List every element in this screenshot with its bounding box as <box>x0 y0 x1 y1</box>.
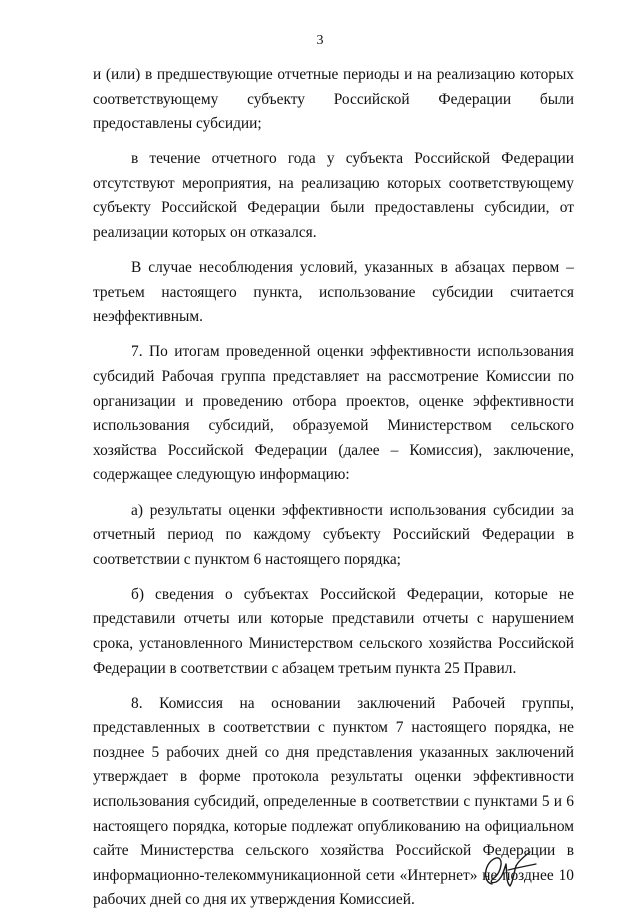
paragraph-continuation: и (или) в предшествующие отчетные периоды и на реализацию которых соответствующему субъекту Российской Федерации были предоставлены субсидии; <box>93 66 574 133</box>
paragraph-item-7b: б) сведения о субъектах Российской Федерации, которые не представили отчеты или которые представили отчеты с нарушением срока, установленного Министерством сельского хозяйства Российской Федерации в соответствии с абзацем третьим пункта 25 Правил. <box>93 585 574 677</box>
paragraph-noncompliance: В случае несоблюдения условий, указанных в абзацах первом – третьем настоящего пункта, использование субсидии считается неэффективным. <box>93 259 574 326</box>
paragraph-item-7a: а) результаты оценки эффективности использования субсидии за отчетный период по каждому субъекту Российский Федерации в соответствии с пунктом 6 настоящего порядка; <box>93 501 574 568</box>
paragraph-item-7: 7. По итогам проведенной оценки эффективности использования субсидий Рабочая группа представляет на рассмотрение Комиссии по организации и проведению отбора проектов, оценке эффективности использования субсидий, образуемой Министерством сельского хозяйства Российской Федерации (далее – Комиссия), заключение, содержащее следующую информацию: <box>93 343 574 484</box>
page-number: 3 <box>316 33 324 48</box>
paragraph-no-activities: в течение отчетного года у субъекта Российской Федерации отсутствуют мероприятия, на реализацию которых соответствующему субъекту Российской Федерации были предоставлены субсидии, от реализации которых он отказался. <box>93 150 574 242</box>
handwritten-signature <box>478 846 542 894</box>
document-body <box>93 63 574 924</box>
paragraph-item-8: 8. Комиссия на основании заключений Рабочей группы, представленных в соответствии с пунктом 7 настоящего порядка, не позднее 5 рабочих дней со дня представления указанных заключений утверждает в форме протокола результаты оценки эффективности использования субсидий, определенные в соответствии с пунктами 5 и 6 настоящего порядка, которые подлежат опубликованию на официальном сайте Министерства сельского хозяйства Российской Федерации в информационно-телекоммуникационной сети «Интернет» не позднее 10 рабочих дней со дня их утверждения Комиссией. <box>93 694 574 909</box>
